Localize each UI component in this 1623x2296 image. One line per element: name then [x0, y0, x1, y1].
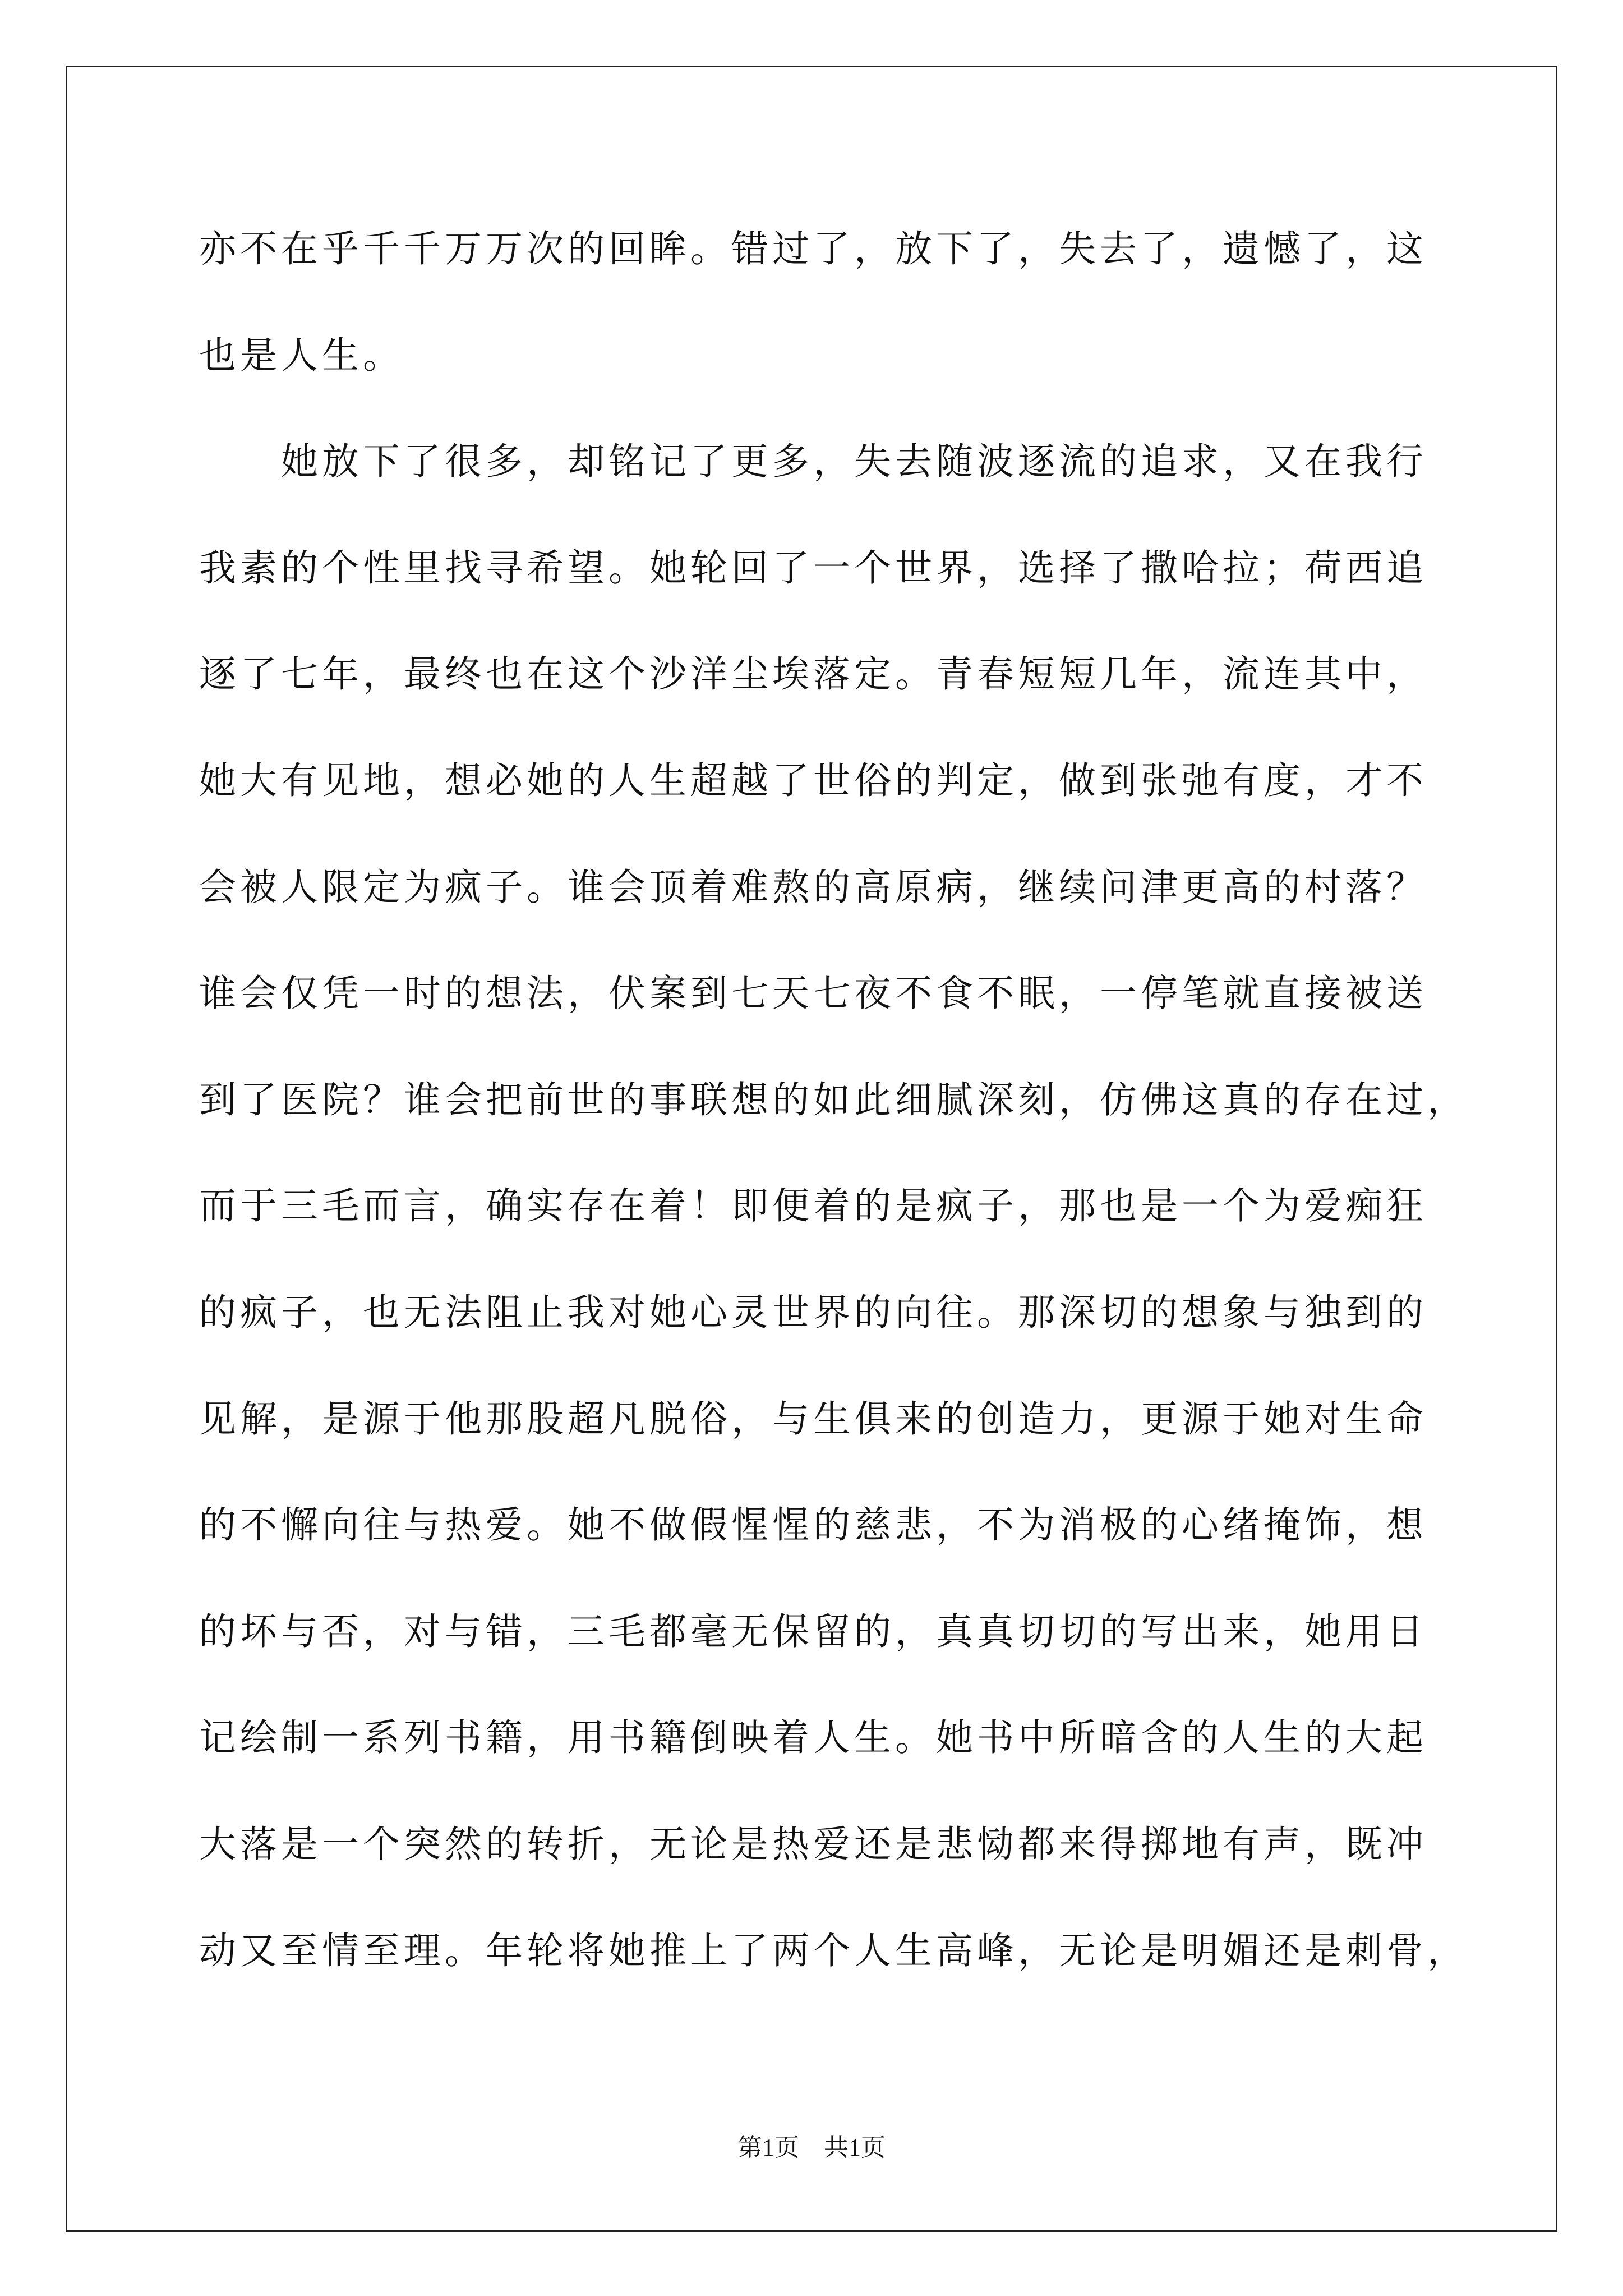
text-line: 的不懈向往与热爱。她不做假惺惺的慈悲，不为消极的心绪掩饰，想 [199, 1503, 1427, 1547]
text-line: 到了医院？谁会把前世的事联想的如此细腻深刻，仿佛这真的存在过， [199, 1078, 1468, 1121]
text-line: 亦不在乎千千万万次的回眸。错过了，放下了，失去了，遗憾了，这 [199, 227, 1427, 270]
paragraph [199, 408, 1506, 2004]
document-body [199, 196, 1506, 2004]
text-line: 她放下了很多，却铭记了更多，失去随波逐流的追求，又在我行 [281, 440, 1427, 484]
text-line: 的疯子，也无法阻止我对她心灵世界的向往。那深切的想象与独到的 [199, 1290, 1427, 1334]
text-line: 而于三毛而言，确实存在着！即便着的是疯子，那也是一个为爱痴狂 [199, 1184, 1427, 1228]
page-number-footer: 第1页 共1页 [737, 2134, 886, 2161]
text-line: 也是人生。 [199, 333, 404, 377]
text-line: 记绘制一系列书籍，用书籍倒映着人生。她书中所暗含的人生的大起 [199, 1716, 1427, 1760]
text-line: 动又至情至理。年轮将她推上了两个人生高峰，无论是明媚还是刺骨， [199, 1929, 1468, 1972]
text-line: 我素的个性里找寻希望。她轮回了一个世界，选择了撒哈拉；荷西追 [199, 546, 1427, 590]
paragraph [199, 196, 1506, 408]
text-line: 逐了七年，最终也在这个沙洋尘埃落定。青春短短几年，流连其中， [199, 652, 1427, 696]
text-line: 的坏与否，对与错，三毛都毫无保留的，真真切切的写出来，她用日 [199, 1609, 1427, 1653]
text-line: 她大有见地，想必她的人生超越了世俗的判定，做到张弛有度，才不 [199, 758, 1427, 802]
text-line: 谁会仅凭一时的想法，伏案到七天七夜不食不眠，一停笔就直接被送 [199, 972, 1427, 1015]
text-line: 大落是一个突然的转折，无论是热爱还是悲恸都来得掷地有声，既冲 [199, 1822, 1427, 1866]
text-line: 会被人限定为疯子。谁会顶着难熬的高原病，继续问津更高的村落？ [199, 865, 1427, 909]
text-line: 见解，是源于他那股超凡脱俗，与生俱来的创造力，更源于她对生命 [199, 1397, 1427, 1441]
